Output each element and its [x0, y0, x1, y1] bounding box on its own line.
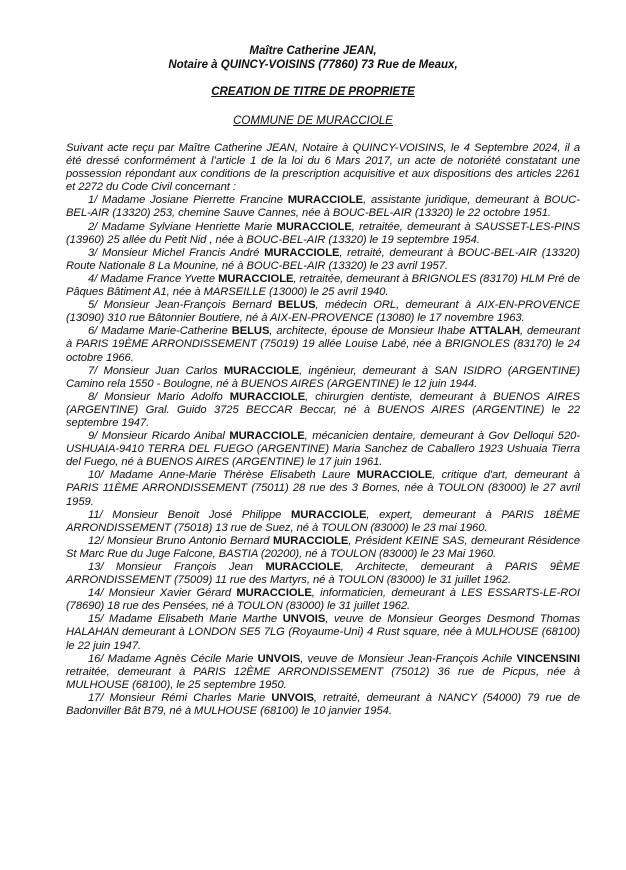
entry-text: 15/ Madame Elisabeth Marie Marthe: [88, 613, 283, 626]
entry-text: , expert, demeurant à PARIS 18ÈME ARRONDISSEMENT (75018) 13 rue de Suez, né à TOULON (83000) le 23 mai 1960.: [66, 508, 580, 534]
list-item: [66, 247, 580, 273]
document-title: CREATION DE TITRE DE PROPRIETE: [211, 86, 415, 98]
person-surname: UNVOIS: [271, 691, 314, 704]
entry-text: , demeurant à PARIS 19ÈME ARRONDISSEMENT (75019) 19 allée Louise Labé, née à BRIGNOLES (83170) le 24 octobre 1966.: [66, 325, 581, 364]
entry-text: retraitée, demeurant à PARIS 12ÈME ARRONDISSEMENT (75012) 36 rue de Picpus, née à MULHOUSE (68100), le 25 septembre 1950.: [66, 665, 580, 691]
person-surname: UNVOIS: [282, 613, 326, 626]
person-surname: MURACCIOLE: [223, 364, 300, 377]
list-item: [66, 561, 580, 587]
entry-text: , retraité, demeurant à BOUC-BEL-AIR (13320) Route Nationale 8 La Mounine, né à BOUC-BEL-AIR (13320) le 23 avril 1957.: [66, 246, 580, 272]
entry-text: 3/ Monsieur Michel Francis André: [88, 246, 265, 259]
entry-text: 10/ Madame Anne-Marie Thérèse Elisabeth Laure: [88, 469, 357, 482]
person-surname: BELUS: [277, 299, 316, 312]
entry-text: , architecte, épouse de Monsieur Ihabe: [269, 325, 470, 338]
entry-text: , Architecte, demeurant à PARIS 9ÈME ARRONDISSEMENT (75009) 11 rue des Martyrs, né à TOULON (83000) le 31 juillet 1962.: [66, 561, 580, 587]
person-surname: MURACCIOLE: [265, 561, 341, 573]
entry-text: 9/ Monsieur Ricardo Anibal: [88, 430, 230, 443]
entry-text: , retraitée, demeurant à SAUSSET-LES-PINS (13960) 25 allée du Petit Nid , née à BOUC-BEL-AIR (13320) le 19 septembre 1954.: [66, 220, 580, 246]
person-surname: MURACCIOLE: [229, 430, 305, 443]
commune-heading: COMMUNE DE MURACCIOLE: [233, 115, 393, 127]
intro-paragraph: Suivant acte reçu par Maître Catherine JEAN, Notaire à QUINCY-VOISINS, le 4 Septembre 2024, il a été dressé conformément à l’article 1 de la loi du 6 Mars 2017, un acte de notoriété constatant une possession répondant aux conditions de la prescription acquisitive et aux dispositions des articles 2261 et 2272 du Code Civil concernant :: [66, 142, 580, 194]
entry-text: , veuve de Monsieur Georges Desmond Thomas HALAHAN demeurant à LONDON SE5 7LG (Royaume-Uni) 4 Rust square, née à MULHOUSE (68100) le 22 juin 1947.: [66, 613, 580, 652]
entry-text: , médecin ORL, demeurant à AIX-EN-PROVENCE (13090) 310 rue Bâtonnier Boutiere, né à AIX-EN-PROVENCE (13080) le 17 novembre 1963.: [66, 299, 580, 325]
entry-text: 1/ Madame Josiane Pierrette Francine: [88, 194, 288, 207]
list-item: [66, 509, 580, 535]
entry-text: 11/ Monsieur Benoit José Philippe: [88, 508, 292, 521]
entry-text: , assistante juridique, demeurant à BOUC-BEL-AIR (13320) 253, chemine Sauve Cannes, née à BOUC-BEL-AIR (13320) le 22 octobre 1951.: [66, 194, 580, 220]
entry-text: , retraitée, demeurant à BRIGNOLES (83170) HLM Pré de Pâques Bâtiment A1, née à MARSEILLE (13000) le 25 avril 1940.: [66, 272, 580, 299]
person-surname: MURACCIOLE: [229, 390, 306, 403]
list-item: [66, 325, 580, 364]
entry-text: , veuve de Monsieur Jean-François Achile: [300, 652, 517, 665]
list-item: [66, 535, 580, 561]
person-surname: MURACCIOLE: [356, 469, 433, 482]
list-item: [66, 469, 580, 508]
person-surname: ATTALAH: [469, 325, 520, 338]
list-item: [66, 365, 580, 391]
notary-name: Maître Catherine JEAN,: [249, 45, 377, 57]
entry-text: 6/ Madame Marie-Catherine: [88, 325, 232, 338]
entry-text: , mécanicien dentaire, demeurant à Gov Delloqui 520- USHUAIA-9410 TERRA DEL FUEGO (ARGENTINE) Maria Sanchez de Caballero 1923 Ushuaia Tierra del Fuego, né à BUENOS AIRES (ARGENTINE) le 17 juin 1961.: [66, 430, 580, 469]
person-surname: UNVOIS: [257, 652, 301, 665]
entry-text: , chirurgien dentiste, demeurant à BUENOS AIRES (ARGENTINE) Gral. Guido 3725 BECCAR Beccar, né à BUENOS AIRES (ARGENTINE) le 22 septembre 1947.: [66, 390, 580, 429]
person-surname: MURACCIOLE: [276, 220, 352, 233]
entry-text: , ingénieur, demeurant à SAN ISIDRO (ARGENTINE) Camino rela 1550 - Boulogne, né à BUENOS AIRES (ARGENTINE) le 12 juin 1944.: [66, 364, 580, 390]
notary-address: Notaire à QUINCY-VOISINS (77860) 73 Rue de Meaux,: [168, 59, 458, 71]
person-surname: MURACCIOLE: [291, 508, 367, 521]
entry-text: 14/ Monsieur Xavier Gérard: [88, 587, 237, 600]
entry-text: 7/ Monsieur Juan Carlos: [88, 364, 224, 377]
entry-text: 17/ Monsieur Rémi Charles Marie: [88, 691, 272, 704]
list-item: [66, 692, 580, 718]
list-item: [66, 299, 580, 325]
person-surname: MURACCIOLE: [272, 534, 349, 547]
list-item: [66, 194, 580, 220]
entry-text: , critique d'art, demeurant à PARIS 11ÈME ARRONDISSEMENT (75011) 28 rue des 3 Bornes, née à TOULON (83000) le 27 avril 1959.: [66, 469, 580, 508]
entry-text: 16/ Madame Agnès Cécile Marie: [88, 652, 258, 665]
person-surname: MURACCIOLE: [218, 272, 294, 285]
entry-text: 12/ Monsieur Bruno Antonio Bernard: [88, 534, 273, 547]
entry-text: , Président KEINE SAS, demeurant Résidence St Marc Rue du Juge Falcone, BASTIA (20200), né à TOULON (83000) le 23 Mai 1960.: [66, 534, 580, 560]
entry-text: 13/ Monsieur François Jean: [88, 561, 266, 573]
list-item: [66, 430, 580, 469]
document-body: [66, 142, 580, 718]
person-surname: MURACCIOLE: [264, 246, 340, 259]
list-item: [66, 613, 580, 652]
entries-list: [66, 194, 580, 718]
list-item: [66, 221, 580, 247]
entry-text: 2/ Madame Sylviane Henriette Marie: [88, 220, 277, 233]
list-item: [66, 273, 580, 299]
list-item: [66, 587, 580, 613]
person-surname: VINCENSINI: [516, 652, 580, 665]
entry-text: , retraité, demeurant à NANCY (54000) 79 rue de Badonviller Bât B79, né à MULHOUSE (68100) le 10 janvier 1954.: [66, 691, 581, 718]
entry-text: 5/ Monsieur Jean-François Bernard: [88, 299, 278, 312]
person-surname: BELUS: [231, 325, 270, 338]
person-surname: MURACCIOLE: [287, 194, 364, 207]
entry-text: 4/ Madame France Yvette: [88, 272, 219, 285]
list-item: [66, 653, 580, 692]
person-surname: MURACCIOLE: [236, 587, 312, 600]
entry-text: 8/ Monsieur Mario Adolfo: [88, 390, 230, 403]
list-item: [66, 391, 580, 430]
entry-text: , informaticien, demeurant à LES ESSARTS-LE-ROI (78690) 18 rue des Pensées, né à TOULON (83000) le 31 juillet 1962.: [66, 587, 580, 613]
